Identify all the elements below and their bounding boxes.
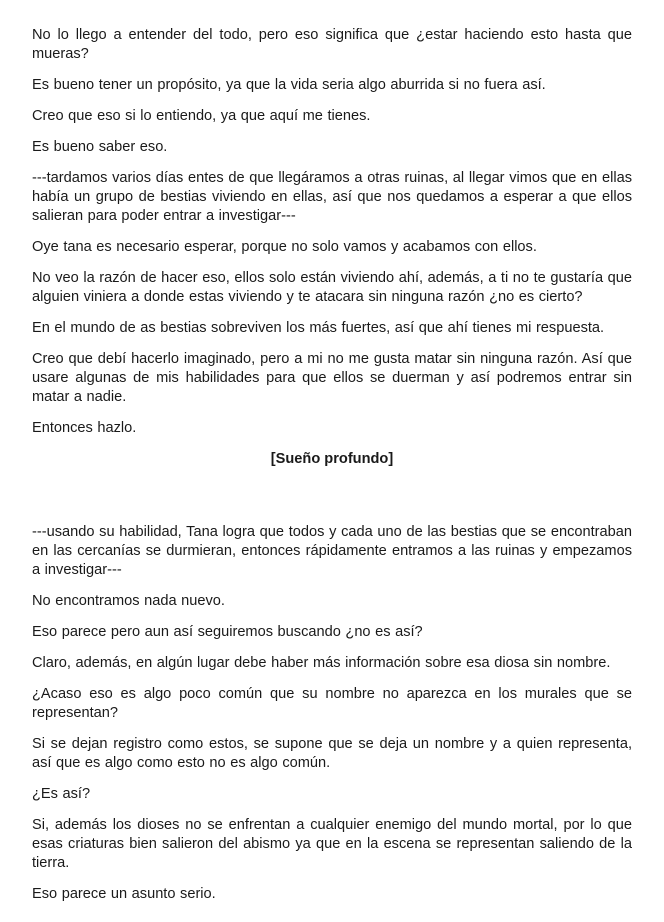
section-heading: [Sueño profundo] xyxy=(270,451,394,467)
paragraph: Eso parece un asunto serio. xyxy=(32,886,216,902)
paragraph: En el mundo de as bestias sobreviven los más fuertes, así que ahí tienes mi respuesta. xyxy=(32,320,605,336)
paragraph: Oye tana es necesario esperar, porque no solo vamos y acabamos con ellos. xyxy=(32,239,537,255)
paragraph: ¿Es así? xyxy=(32,786,91,802)
paragraph: Entonces hazlo. xyxy=(32,420,137,436)
paragraph: Si, además los dioses no se enfrentan a cualquier enemigo del mundo mortal, por lo que esas criaturas bien salieron del abismo ya que en la escena se representan saliendo de la tierra. xyxy=(32,817,632,871)
paragraph: Creo que debí hacerlo imaginado, pero a mi no me gusta matar sin ninguna razón. Así que usare algunas de mis habilidades para que ellos se duerman y así podremos entrar sin matar a nadie. xyxy=(32,351,632,405)
paragraph: No encontramos nada nuevo. xyxy=(32,593,225,609)
paragraph: Creo que eso si lo entiendo, ya que aquí me tienes. xyxy=(32,108,371,124)
paragraph: No veo la razón de hacer eso, ellos solo están viviendo ahí, además, a ti no te gustaría que alguien viniera a donde estas viviendo y te atacara sin ninguna razón ¿no es cierto? xyxy=(32,270,632,305)
paragraph: ---usando su habilidad, Tana logra que todos y cada uno de las bestias que se encontraban en las cercanías se durmieran, entonces rápidamente entramos a las ruinas y empezamos a investigar--- xyxy=(32,524,632,578)
paragraph: Es bueno tener un propósito, ya que la vida seria algo aburrida si no fuera así. xyxy=(32,77,546,93)
paragraph: ¿Acaso eso es algo poco común que su nombre no aparezca en los murales que se representan? xyxy=(32,686,632,721)
document-page xyxy=(32,26,632,916)
paragraph: Si se dejan registro como estos, se supone que se deja un nombre y a quien representa, así que es algo como esto no es algo común. xyxy=(32,736,632,771)
paragraph: Eso parece pero aun así seguiremos buscando ¿no es así? xyxy=(32,624,423,640)
paragraph: No lo llego a entender del todo, pero eso significa que ¿estar haciendo esto hasta que mueras? xyxy=(32,27,632,62)
paragraph: ---tardamos varios días entes de que llegáramos a otras ruinas, al llegar vimos que en ellas había un grupo de bestias viviendo en ellas, así que nos quedamos a esperar a que ellos salieran para poder entrar a investigar--- xyxy=(32,170,632,224)
paragraph: Es bueno saber eso. xyxy=(32,139,168,155)
paragraph: Claro, además, en algún lugar debe haber más información sobre esa diosa sin nombre. xyxy=(32,655,611,671)
